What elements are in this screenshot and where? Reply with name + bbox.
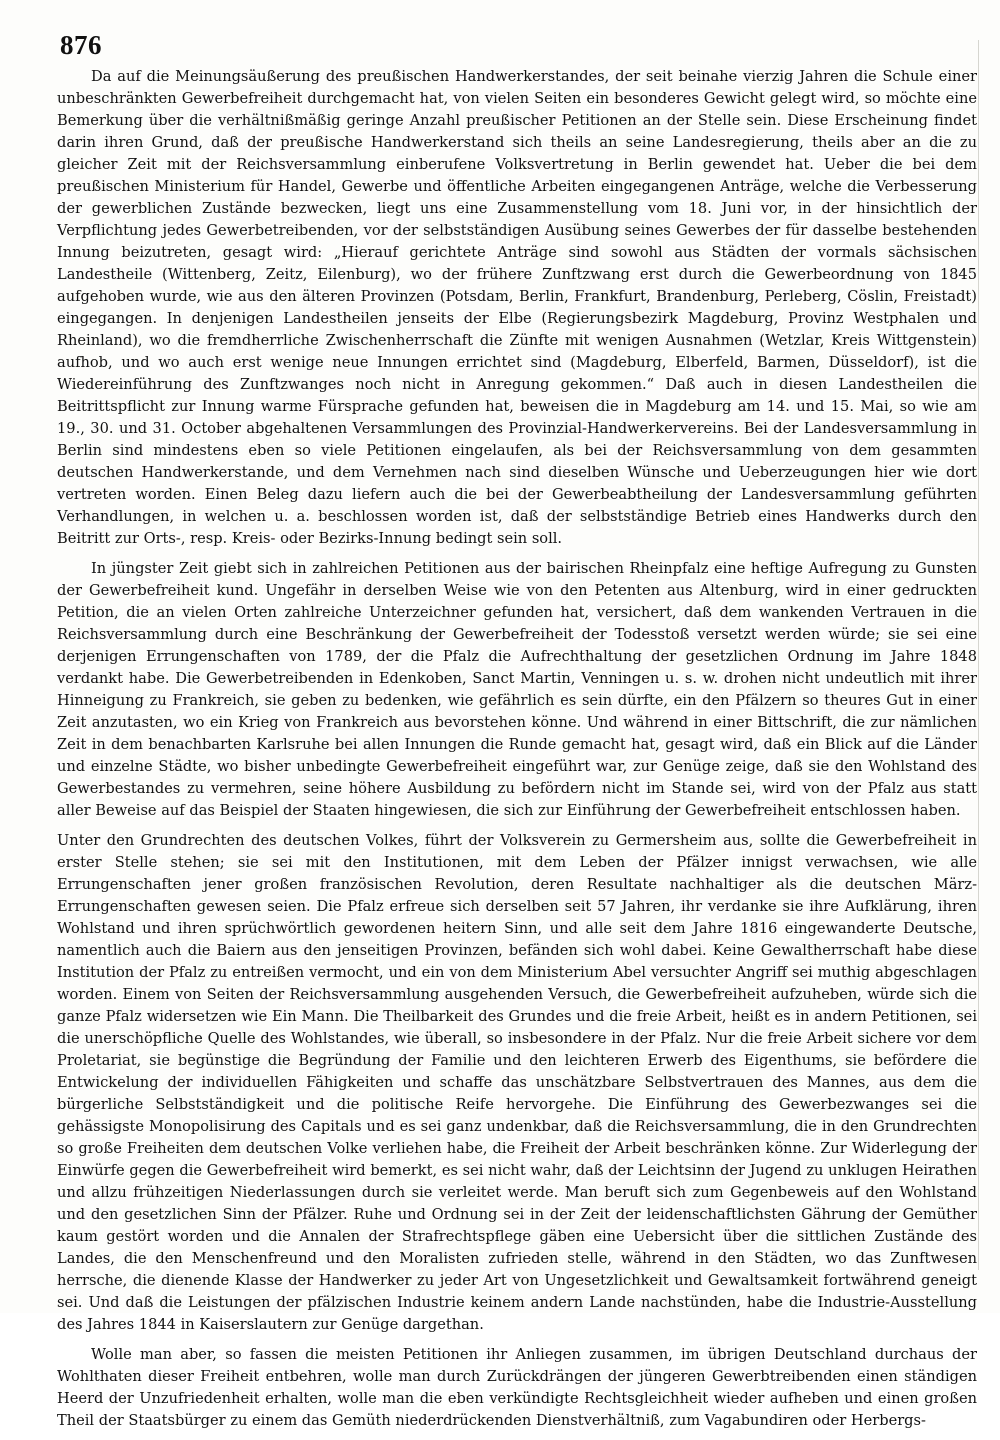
paragraph-prussian-petitions: Da auf die Meinungsäußerung des preußischen Handwerkerstandes, der seit beinahe vierzig Jahren die Schule einer unbeschränkten Gewerbefreiheit durchgemacht hat, von vielen Seiten ein besonderes Gewicht gelegt wird, so möchte eine Bemerkung über die verhältnißmäßig geringe Anzahl preußischer Petitionen an der Stelle sein. Diese Erscheinung findet darin ihren Grund, daß der preußische Handwerkerstand sich theils an seine Landesregierung, theils aber an die zu gleicher Zeit mit der Reichsversammlung einberufene Volksvertretung in Berlin gewendet hat. Ueber die bei dem preußischen Ministerium für Handel, Gewerbe und öffentliche Arbeiten eingegangenen Anträge, welche die Verbesserung der gewerblichen Zustände bezwecken, liegt uns eine Zusammenstellung vom 18. Juni vor, in der hinsichtlich der Verpflichtung jedes Gewerbetreibenden, vor der selbstständigen Ausübung seines Gewerbes der für dasselbe bestehenden Innung beizutreten, gesagt wird: „Hierauf gerichtete Anträge sind sowohl aus Städten der vormals sächsischen Landestheile (Wittenberg, Zeitz, Eilenburg), wo der frühere Zunftzwang erst durch die Gewerbeordnung von 1845 aufgehoben wurde, wie aus den älteren Provinzen (Potsdam, Berlin, Frankfurt, Brandenburg, Perleberg, Cöslin, Freistadt) eingegangen. In denjenigen Landestheilen jenseits der Elbe (Regierungsbezirk Magdeburg, Provinz Westphalen und Rheinland), wo die fremdherrliche Zwischenherrschaft die Zünfte mit wenigen Ausnahmen (Wetzlar, Kreis Wittgenstein) aufhob, und wo auch erst wenige neue Innungen errichtet sind (Magdeburg, Elberfeld, Barmen, Düsseldorf), ist die Wiedereinführung des Zunftzwanges noch nicht in Anregung gekommen.“ Daß auch in diesen Landestheilen die Beitrittspflicht zur Innung warme Fürsprache gefunden hat, beweisen die in Magdeburg am 14. und 15. Mai, so wie am 19., 30. und 31. October abgehaltenen Versammlungen des Provinzial-Handwerkervereins. Bei der Landesversammlung in Berlin sind mindestens eben so viele Petitionen eingelaufen, als bei der Reichsversammlung von dem gesammten deutschen Handwerkerstande, und dem Vernehmen nach sind dieselben Wünsche und Ueberzeugungen hier wie dort vertreten worden. Einen Beleg dazu liefern auch die bei der Gewerbeabtheilung der Landesversammlung geführten Verhandlungen, in welchen u. a. beschlossen worden ist, daß der selbstständige Betrieb eines Handwerks durch den Beitritt zur Orts-, resp. Kreis- oder Bezirks-Innung bedingt sein soll. [57, 68, 977, 547]
body-text [57, 66, 977, 1440]
page-edge-line [978, 40, 979, 1270]
page-number: 876 [60, 30, 102, 60]
paragraph-petitions-summary: Wolle man aber, so fassen die meisten Petitionen ihr Anliegen zusammen, im übrigen Deutschland durchaus der Wohlthaten dieser Freiheit entbehren, wolle man durch Zurückdrängen der jüngeren Gewerbtreibenden einen ständigen Heerd der Unzufriedenheit erhalten, wolle man die eben verkündigte Rechtsgleichheit wieder aufheben und einen großen Theil der Staatsbürger zu einem das Gemüth niederdrückenden Dienstverhältniß, zum Vagabundiren oder Herbergs- [57, 1346, 977, 1429]
paragraph-rheinpfalz-petitions: In jüngster Zeit giebt sich in zahlreichen Petitionen aus der bairischen Rheinpfalz eine heftige Aufregung zu Gunsten der Gewerbefreiheit kund. Ungefähr in derselben Weise wie von den Petenten aus Altenburg, wird in einer gedruckten Petition, die an vielen Orten zahlreiche Unterzeichner gefunden hat, versichert, daß dem wankenden Vertrauen in die Reichsversammlung durch eine Beschränkung der Gewerbefreiheit der Todesstoß versetzt werden würde; sie sei eine derjenigen Errungenschaften von 1789, der die Pfalz die Aufrechthaltung der gesetzlichen Ordnung im Jahre 1848 verdankt habe. Die Gewerbetreibenden in Edenkoben, Sanct Martin, Venningen u. s. w. drohen nicht undeutlich mit ihrer Hinneigung zu Frankreich, sie geben zu bedenken, wie gefährlich es sein dürfte, ein den Pfälzern so theures Gut in einer Zeit anzutasten, wo ein Krieg von Frankreich aus bevorstehen könne. Und während in einer Bittschrift, die zur nämlichen Zeit in dem benachbarten Karlsruhe bei allen Innungen die Runde gemacht hat, gesagt wird, daß ein Blick auf die Länder und einzelne Städte, wo bisher unbedingte Gewerbefreiheit eingeführt war, zur Genüge zeige, daß sie den Wohlstand des Gewerbestandes zu vermehren, seine höhere Ausbildung zu befördern nicht im Stande sei, wird von der Pfalz aus statt aller Beweise auf das Beispiel der Staaten hingewiesen, die sich zur Einführung der Gewerbefreiheit entschlossen haben. [57, 560, 977, 819]
paragraph-germersheim-volksverein: Unter den Grundrechten des deutschen Volkes, führt der Volksverein zu Germersheim aus, sollte die Gewerbefreiheit in erster Stelle stehen; sie sei mit den Institutionen, mit dem Leben der Pfälzer innigst verwachsen, wie alle Errungenschaften jener großen französischen Revolution, deren Resultate nachhaltiger als die deutschen März-Errungenschaften gewesen seien. Die Pfalz erfreue sich derselben seit 57 Jahren, ihr verdanke sie ihre Aufklärung, ihren Wohlstand und ihren sprüchwörtlich gewordenen heitern Sinn, und alle seit dem Jahre 1816 eingewanderte Deutsche, namentlich auch die Baiern aus den jenseitigen Provinzen, befänden sich wohl dabei. Keine Gewaltherrschaft habe diese Institution der Pfalz zu entreißen vermocht, und ein von dem Ministerium Abel versuchter Angriff sei muthig abgeschlagen worden. Einem von Seiten der Reichsversammlung ausgehenden Versuch, die Gewerbefreiheit aufzuheben, würde sich die ganze Pfalz widersetzen wie Ein Mann. Die Theilbarkeit des Grundes und die freie Arbeit, heißt es in andern Petitionen, sei die unerschöpfliche Quelle des Wohlstandes, wie überall, so insbesondere in der Pfalz. Nur die freie Arbeit sichere vor dem Proletariat, sie begünstige die Begründung der Familie und den leichteren Erwerb des Eigenthums, sie befördere die Entwickelung der individuellen Fähigkeiten und schaffe das unschätzbare Selbstvertrauen des Mannes, aus dem die bürgerliche Selbstständigkeit und die politische Reife hervorgehe. Die Einführung des Gewerbezwanges sei die gehässigste Monopolisirung des Capitals und es sei ganz undenkbar, daß die Reichsversammlung, die in den Grundrechten so große Freiheiten dem deutschen Volke verliehen habe, die Freiheit der Arbeit beschränken könne. Zur Widerlegung der Einwürfe gegen die Gewerbefreiheit wird bemerkt, es sei nicht wahr, daß der Leichtsinn der Jugend zu unklugen Heirathen und allzu frühzeitigen Niederlassungen durch sie verleitet werde. Man beruft sich zum Gegenbeweis auf den Wohlstand und den gesetzlichen Sinn der Pfälzer. Ruhe und Ordnung sei in der Zeit der leidenschaftlichsten Gährung der Gemüther kaum gestört worden und die Annalen der Strafrechtspflege gäben eine Uebersicht über die sittlichen Zustände des Landes, die den Menschenfreund und den Moralisten zufrieden stelle, während in den Städten, wo das Zunftwesen herrsche, die dienende Klasse der Handwerker zu jeder Art von Ungesetzlichkeit und Gewaltsamkeit fortwährend geneigt sei. Und daß die Leistungen der pfälzischen Industrie keinem andern Lande nachstünden, habe die Industrie-Ausstellung des Jahres 1844 in Kaiserslautern zur Genüge dargethan. [57, 832, 977, 1333]
